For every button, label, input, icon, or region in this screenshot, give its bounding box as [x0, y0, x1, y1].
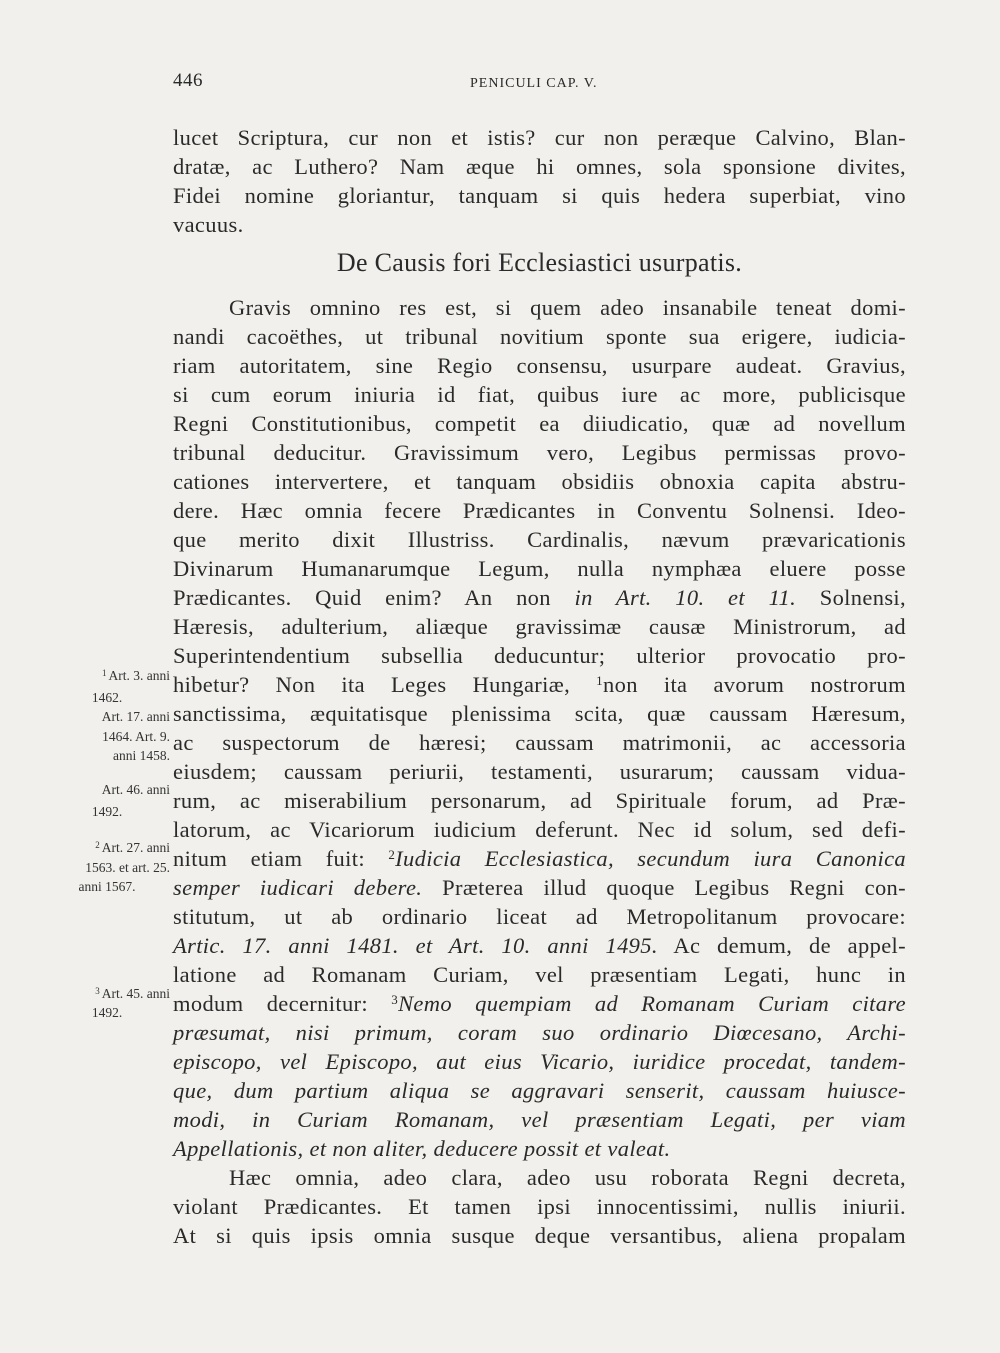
text-line: stitutum, ut ab ordinario liceat ad Metropolitanum provocare: [173, 904, 906, 929]
text-line [173, 584, 906, 612]
footnote-marker: 2 [388, 847, 396, 862]
text-line: nandi cacoëthes, ut tribunal novitium sponte sua erigere, iudicia- [173, 324, 906, 349]
text-span: modum decernitur: [173, 991, 392, 1016]
margin-note [58, 982, 170, 1003]
note-marker: 3 [95, 986, 100, 996]
text-line: dratæ, ac Luthero? Nam æque hi omnes, sola sponsione divites, [173, 154, 906, 179]
quote-italic: Nemo quempiam ad Romanam Curiam citare [398, 991, 906, 1016]
margin-note: 1464. Art. 9. [102, 729, 170, 744]
margin-note: anni 1458. [113, 748, 170, 763]
text-span: Prædicantes. Quid enim? An non [173, 585, 575, 610]
quote-italic: episcopo, vel Episcopo, aut eius Vicario, iuridice procedat, tandem- [173, 1049, 906, 1074]
section-heading: De Causis fori Ecclesiastici usurpatis. [336, 248, 743, 277]
quote-italic: semper iudicari debere. [173, 875, 423, 900]
quote-italic: Appellationis, et non aliter, deducere possit et valeat. [173, 1136, 671, 1161]
text-line: Regni Constitutionibus, competit ea diiudicatio, quæ ad novellum [173, 411, 906, 436]
text-line [173, 1048, 906, 1076]
citation-italic: Artic. 17. anni 1481. et Art. 10. anni 1495. [173, 933, 658, 958]
text-span: Solnensi, [796, 585, 906, 610]
text-line [173, 845, 906, 873]
text-line: Superintendentium subsellia deducuntur; ulterior provocatio pro- [173, 643, 906, 668]
text-span: Ac demum, de appel- [657, 933, 906, 958]
text-line [173, 671, 906, 699]
text-line [173, 932, 906, 960]
text-line: Gravis omnino res est, si quem adeo insanabile teneat domi- [229, 295, 906, 320]
quote-italic: Iudicia Ecclesiastica, secundum iura Canonica [395, 846, 907, 871]
footnote-marker: 3 [391, 992, 399, 1007]
quote-italic: que, dum partium aliqua se aggravari senserit, caussam huiusce- [173, 1078, 906, 1103]
margin-note: 1492. [91, 804, 123, 819]
text-line: Divinarum Humanarumque Legum, nulla nymphæa eluere posse [173, 556, 906, 581]
text-line: Fidei nomine gloriantur, tanquam si quis hedera superbiat, vino [173, 183, 906, 208]
page-number: 446 [173, 70, 203, 91]
margin-note: anni 1567. [78, 879, 136, 894]
note-text: Art. 27. anni [101, 840, 170, 855]
text-line [173, 874, 906, 902]
text-span: nitum etiam fuit: [173, 846, 389, 871]
text-span: hibetur? Non ita Leges Hungariæ, [173, 672, 597, 697]
note-text: Art. 45. anni [101, 986, 170, 1001]
text-line: latorum, ac Vicariorum iudicium deferunt. Nec id solum, sed defi- [173, 817, 906, 842]
text-line: cationes intervertere, et tanquam obsidiis obnoxia capita abstru- [173, 469, 906, 494]
margin-note: Art. 46. anni [101, 782, 170, 797]
text-line [173, 1106, 906, 1134]
quote-italic: modi, in Curiam Romanam, vel præsentiam Legati, per viam [173, 1107, 906, 1132]
text-line: tribunal deducitur. Gravissimum vero, Legibus permissas provo- [173, 440, 906, 465]
margin-note: 1563. et art. 25. [85, 860, 170, 875]
margin-note [58, 836, 170, 857]
text-line: vacuus. [173, 212, 244, 237]
text-line: riam autoritatem, sine Regio consensu, usurpare audeat. Gravius, [173, 353, 906, 378]
text-line: que merito dixit Illustriss. Cardinalis, nævum prævaricationis [173, 527, 906, 552]
text-line: eiusdem; caussam periurii, testamenti, usurarum; caussam vidua- [173, 759, 906, 784]
text-line: violant Prædicantes. Et tamen ipsi innocentissimi, nullis iniurii. [173, 1194, 906, 1219]
text-line: dere. Hæc omnia fecere Prædicantes in Conventu Solnensi. Ideo- [173, 498, 906, 523]
note-marker: 1 [102, 668, 107, 678]
margin-note: 1492. [91, 1005, 123, 1020]
footnote-marker: 1 [596, 673, 603, 688]
running-head: PENICULI CAP. V. [470, 76, 598, 91]
text-span: non ita avorum nostrorum [603, 672, 906, 697]
margin-note: Art. 17. anni [101, 709, 170, 724]
note-marker: 2 [95, 840, 100, 850]
text-line [173, 1135, 906, 1163]
text-line: lucet Scriptura, cur non et istis? cur non peræque Calvino, Blan- [173, 125, 906, 150]
text-line: Hæc omnia, adeo clara, adeo usu roborata Regni decreta, [229, 1165, 906, 1190]
text-line: latione ad Romanam Curiam, vel præsentiam Legati, hunc in [173, 962, 906, 987]
margin-note: 1462. [91, 690, 123, 705]
text-line: ac suspectorum de hæresi; caussam matrimonii, ac accessoria [173, 730, 906, 755]
text-line [173, 990, 906, 1018]
citation-italic: in Art. 10. et 11. [574, 585, 797, 610]
text-line: rum, ac miserabilium personarum, ad Spirituale forum, ad Præ- [173, 788, 906, 813]
text-line: sanctissima, æquitatisque plenissima scita, quæ caussam Hæresum, [173, 701, 906, 726]
quote-italic: præsumat, nisi primum, coram suo ordinario Diœcesano, Archi- [173, 1020, 906, 1045]
text-line [173, 1019, 906, 1047]
text-line: Hæresis, adulterium, aliæque gravissimæ causæ Ministrorum, ad [173, 614, 906, 639]
note-text: Art. 3. anni [108, 668, 170, 683]
text-span: Præterea illud quoque Legibus Regni con- [422, 875, 906, 900]
text-line: At si quis ipsis omnia susque deque versantibus, aliena propalam [173, 1223, 906, 1248]
text-line [173, 1077, 906, 1105]
margin-note [58, 664, 170, 685]
text-line: si cum eorum iniuria id fiat, quibus iure ac more, publicisque [173, 382, 906, 407]
